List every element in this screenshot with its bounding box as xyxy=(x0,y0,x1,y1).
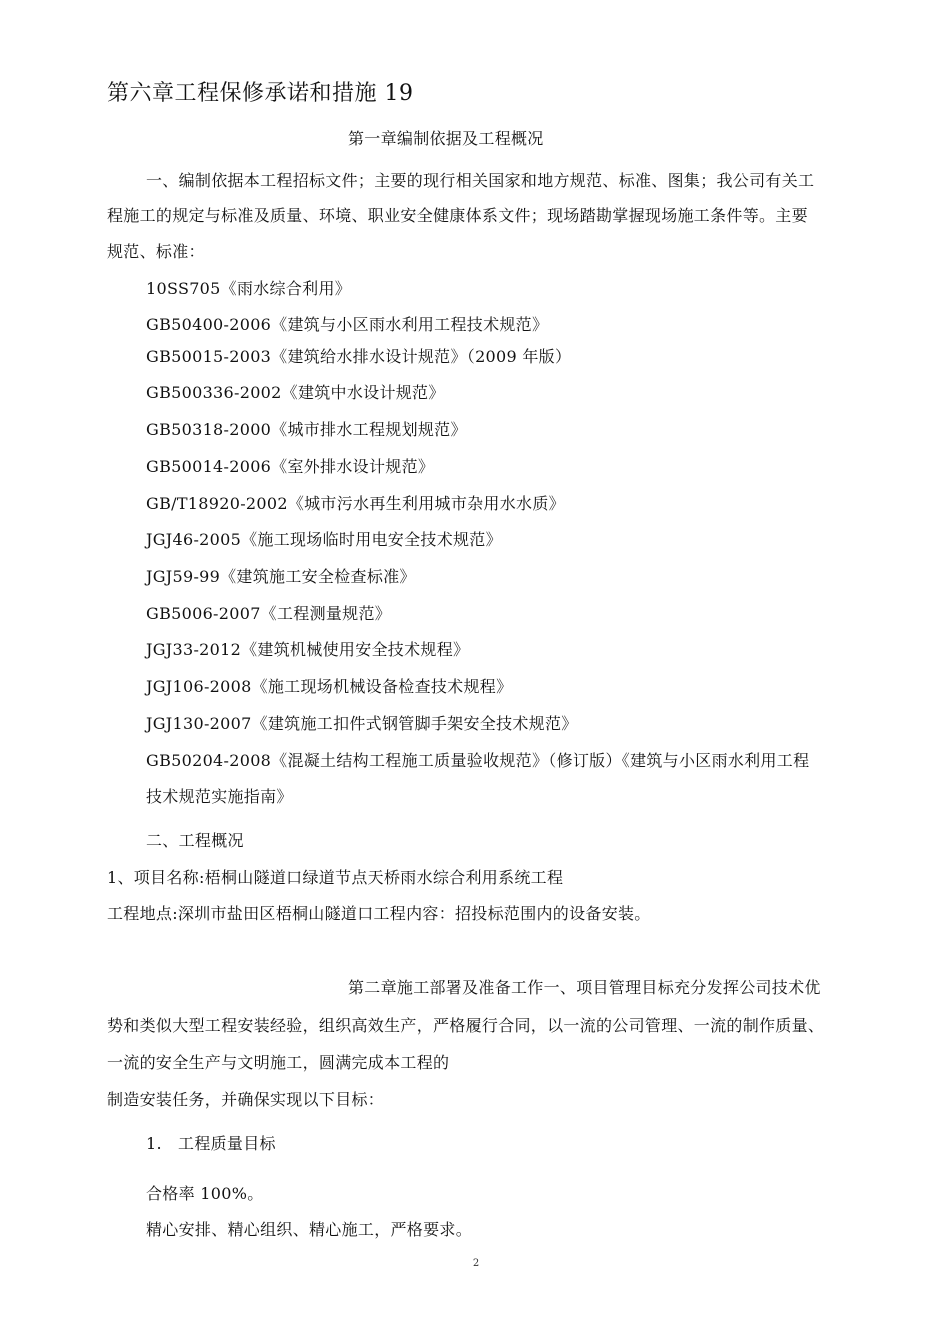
project-location: 工程地点:深圳市盐田区梧桐山隧道口工程内容：招投标范围内的设备安装。 xyxy=(107,904,651,923)
standard-item: GB5006-2007《工程测量规范》 xyxy=(146,604,392,623)
standard-item: JGJ130-2007《建筑施工扣件式钢管脚手架安全技术规范》 xyxy=(146,714,578,733)
paragraph-line: 一流的安全生产与文明施工，圆满完成本工程的 xyxy=(107,1053,450,1072)
paragraph-line: 一、编制依据本工程招标文件；主要的现行相关国家和地方规范、标准、图集；我公司有关工 xyxy=(146,171,815,190)
standard-item: GB50204-2008《混凝土结构工程施工质量验收规范》（修订版）《建筑与小区雨水利用工程 xyxy=(146,751,810,770)
standard-item: JGJ106-2008《施工现场机械设备检查技术规程》 xyxy=(146,677,513,696)
standard-item: GB/T18920-2002《城市污水再生利用城市杂用水水质》 xyxy=(146,494,565,513)
section-heading: 第六章工程保修承诺和措施 19 xyxy=(107,81,414,106)
paragraph-line: 规范、标准： xyxy=(107,242,205,261)
quality-description: 精心安排、精心组织、精心施工，严格要求。 xyxy=(146,1220,473,1239)
standard-item: JGJ33-2012《建筑机械使用安全技术规程》 xyxy=(146,640,470,659)
paragraph-line: 制造安装任务，并确保实现以下目标： xyxy=(107,1090,385,1109)
standard-item: GB50014-2006《室外排水设计规范》 xyxy=(146,457,435,476)
project-name: 1、项目名称:梧桐山隧道口绿道节点天桥雨水综合利用系统工程 xyxy=(107,868,564,887)
quality-rate: 合格率 100%。 xyxy=(146,1184,264,1203)
standard-item: JGJ59-99《建筑施工安全检查标准》 xyxy=(146,567,416,586)
overview-title: 二、工程概况 xyxy=(146,831,244,850)
paragraph-line: 势和类似大型工程安装经验，组织高效生产，严格履行合同，以一流的公司管理、一流的制作质量、 xyxy=(107,1016,825,1035)
standard-item: GB50015-2003《建筑给水排水设计规范》（2009 年版） xyxy=(146,347,572,366)
paragraph-line: 程施工的规定与标准及质量、环境、职业安全健康体系文件；现场踏勘掌握现场施工条件等。主要 xyxy=(107,206,808,225)
chapter-title: 第一章编制依据及工程概况 xyxy=(348,129,544,148)
standard-item: JGJ46-2005《施工现场临时用电安全技术规范》 xyxy=(146,530,502,549)
standard-item: 10SS705《雨水综合利用》 xyxy=(146,279,352,298)
standard-item: 技术规范实施指南》 xyxy=(146,787,293,806)
paragraph-line: 第二章施工部署及准备工作一、项目管理目标充分发挥公司技术优 xyxy=(348,978,821,997)
standard-item: GB50318-2000《城市排水工程规划规范》 xyxy=(146,420,467,439)
quality-target-title: 1. 工程质量目标 xyxy=(146,1134,276,1153)
standard-item: GB500336-2002《建筑中水设计规范》 xyxy=(146,383,445,402)
standard-item: GB50400-2006《建筑与小区雨水利用工程技术规范》 xyxy=(146,315,549,334)
page-number: 2 xyxy=(472,1258,480,1269)
